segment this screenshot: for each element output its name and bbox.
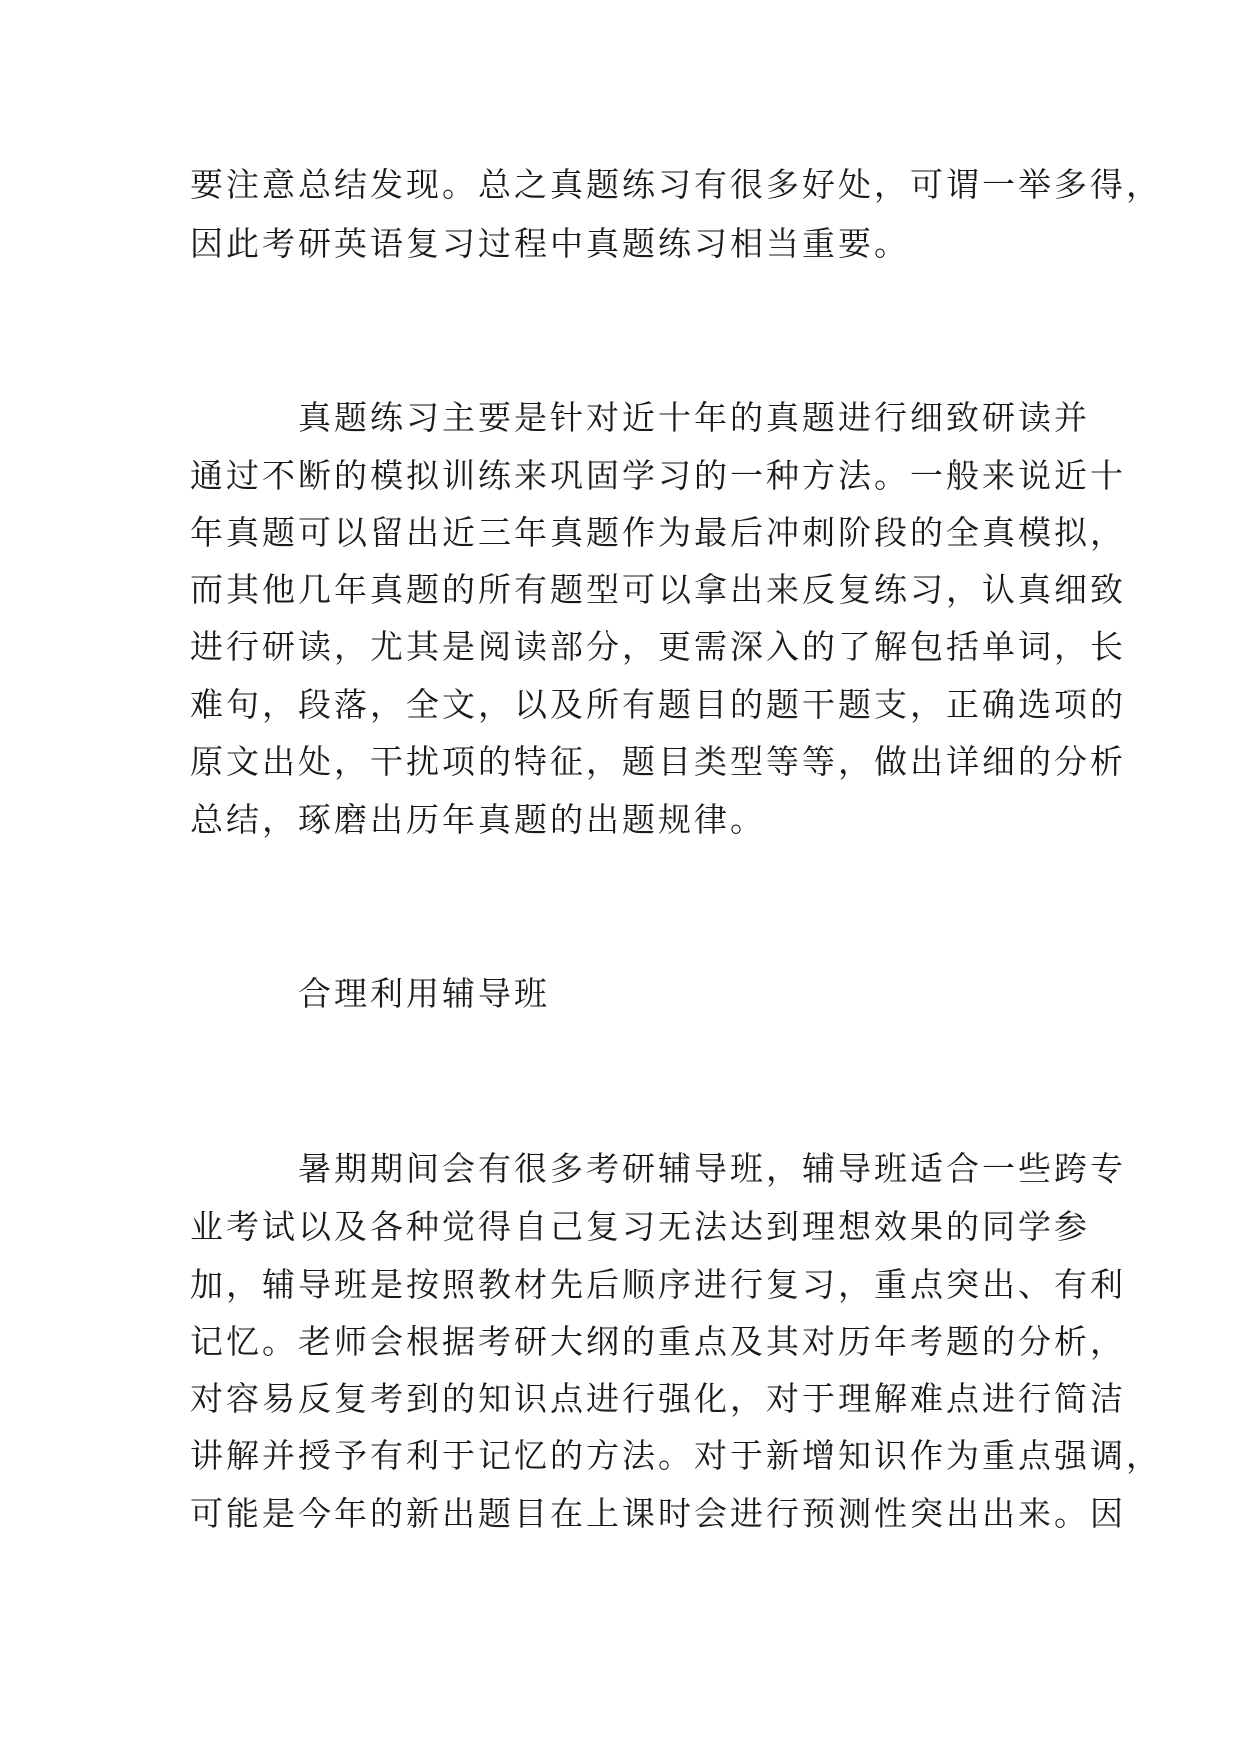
paragraph-2-line-7: 原文出处，干扰项的特征，题目类型等等，做出详细的分析 bbox=[190, 742, 1126, 781]
paragraph-3-line-4: 记忆。老师会根据考研大纲的重点及其对历年考题的分析， bbox=[190, 1322, 1126, 1361]
paragraph-2-line-2: 通过不断的模拟训练来巩固学习的一种方法。一般来说近十 bbox=[190, 456, 1126, 495]
paragraph-3-line-7: 可能是今年的新出题目在上课时会进行预测性突出出来。因 bbox=[190, 1494, 1126, 1533]
section-heading: 合理利用辅导班 bbox=[298, 974, 550, 1013]
paragraph-2-line-3: 年真题可以留出近三年真题作为最后冲刺阶段的全真模拟， bbox=[190, 513, 1126, 552]
paragraph-1-line-2: 因此考研英语复习过程中真题练习相当重要。 bbox=[190, 224, 910, 263]
paragraph-3-line-2: 业考试以及各种觉得自己复习无法达到理想效果的同学参 bbox=[190, 1207, 1090, 1246]
paragraph-2-line-8: 总结，琢磨出历年真题的出题规律。 bbox=[190, 800, 766, 839]
paragraph-3-line-1: 暑期期间会有很多考研辅导班，辅导班适合一些跨专 bbox=[298, 1149, 1126, 1188]
paragraph-1-line-1: 要注意总结发现。总之真题练习有很多好处，可谓一举多得， bbox=[190, 165, 1162, 204]
paragraph-3-line-6: 讲解并授予有利于记忆的方法。对于新增知识作为重点强调， bbox=[190, 1436, 1162, 1475]
paragraph-2-line-6: 难句，段落，全文，以及所有题目的题干题支，正确选项的 bbox=[190, 685, 1126, 724]
paragraph-3-line-3: 加，辅导班是按照教材先后顺序进行复习，重点突出、有利 bbox=[190, 1265, 1126, 1304]
paragraph-2-line-1: 真题练习主要是针对近十年的真题进行细致研读并 bbox=[298, 398, 1090, 437]
paragraph-2-line-5: 进行研读，尤其是阅读部分，更需深入的了解包括单词，长 bbox=[190, 627, 1126, 666]
paragraph-3-line-5: 对容易反复考到的知识点进行强化，对于理解难点进行简洁 bbox=[190, 1379, 1126, 1418]
paragraph-2-line-4: 而其他几年真题的所有题型可以拿出来反复练习，认真细致 bbox=[190, 570, 1126, 609]
